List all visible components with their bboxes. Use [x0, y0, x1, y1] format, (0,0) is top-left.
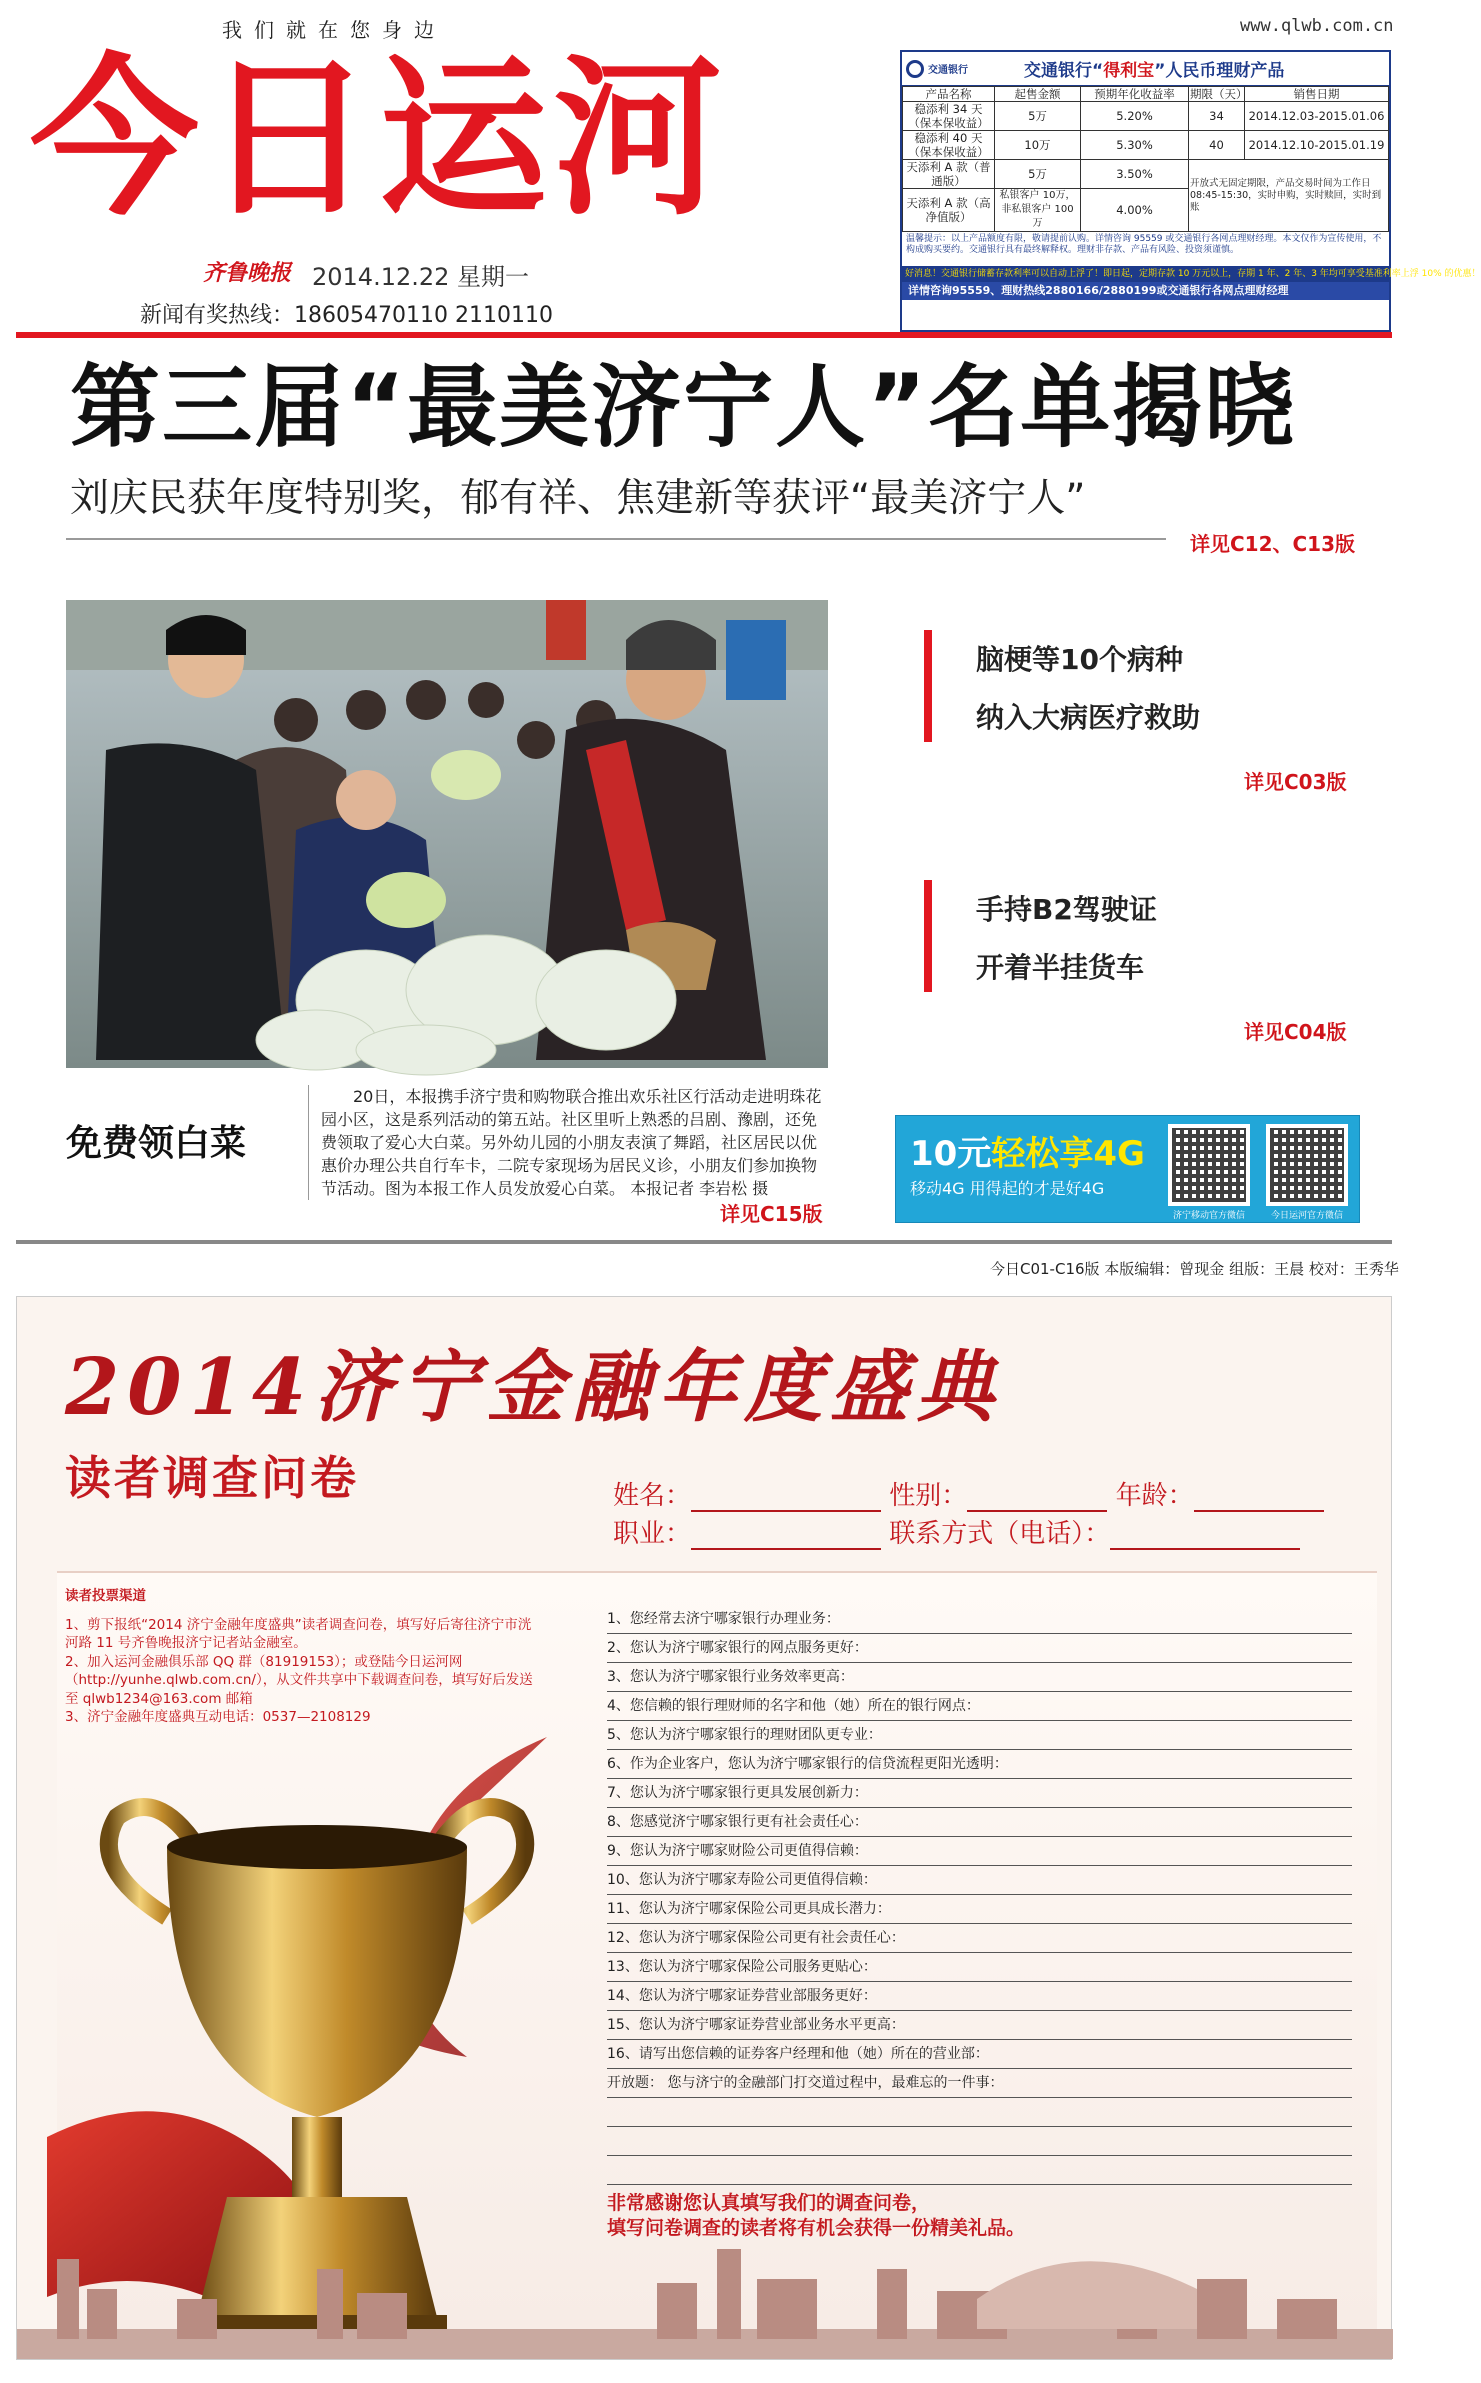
- bank-ad-note: 温馨提示：以上产品额度有限，敬请提前认购。详情咨询 95559 或交通银行各网点理财经理。本文仅作为宣传使用，不构成购买要约。交通银行具有最终解释权。理财非存款、产品有风险、投资须谨慎。: [906, 234, 1382, 255]
- bank-cell: 40: [1189, 131, 1245, 160]
- qr-label-paper: 今日运河官方微信: [1270, 1211, 1343, 1221]
- survey-question[interactable]: 5、您认为济宁哪家银行的理财团队更专业：: [607, 1721, 1352, 1750]
- city-skyline-illustration: [17, 2209, 1393, 2359]
- form-row-2: [613, 1513, 1300, 1550]
- mobile-ad-price: 10元: [910, 1134, 992, 1174]
- masthead-slogan: 我们就在您身边: [222, 18, 446, 42]
- bank-cell: 10万: [995, 131, 1081, 160]
- side-story-ref[interactable]: 详见C03版: [1244, 770, 1347, 794]
- survey-question-list: [607, 1605, 1352, 2185]
- survey-question[interactable]: 7、您认为济宁哪家银行更具发展创新力：: [607, 1779, 1352, 1808]
- bank-ad-news-strip: 好消息！交通银行储蓄存款利率可以自动上浮了！即日起，定期存款 10 万元以上，存期 1 年、2 年、3 年均可享受基准利率上浮 10% 的优惠！: [902, 266, 1389, 282]
- answer-line[interactable]: [607, 2098, 1352, 2127]
- bank-table-row: [903, 131, 1389, 160]
- side-story-marker: [924, 630, 932, 742]
- bank-cell: 3.50%: [1081, 160, 1189, 189]
- photo-page-ref[interactable]: 详见C15版: [720, 1202, 823, 1226]
- bank-col-term: 期限（天）: [1190, 87, 1248, 101]
- bank-col-date: 销售日期: [1245, 87, 1389, 102]
- bank-cell: 5.30%: [1081, 131, 1189, 160]
- bank-cell: 5.20%: [1081, 102, 1189, 131]
- news-hotline: 新闻有奖热线：18605470110 2110110: [140, 303, 553, 328]
- headline-rule: [66, 538, 1166, 540]
- survey-question[interactable]: 3、您认为济宁哪家银行业务效率更高：: [607, 1663, 1352, 1692]
- side-story-line2: 开着半挂货车: [976, 951, 1145, 984]
- bank-advertisement: [900, 50, 1481, 332]
- voting-channels-title: 读者投票渠道: [65, 1588, 146, 1604]
- mobile-ad-subtitle: 移动4G 用得起的才是好4G: [910, 1179, 1105, 1198]
- survey-question[interactable]: 1、您经常去济宁哪家银行办理业务：: [607, 1605, 1352, 1634]
- survey-question[interactable]: 9、您认为济宁哪家财险公司更值得信赖：: [607, 1837, 1352, 1866]
- survey-event-title: 2014济宁金融年度盛典: [65, 1342, 1003, 1433]
- newspaper-logo: 今日运河: [30, 36, 728, 239]
- bank-product-table: [902, 86, 1389, 232]
- survey-question[interactable]: 12、您认为济宁哪家保险公司更有社会责任心：: [607, 1924, 1352, 1953]
- qr-code-icon[interactable]: [1266, 1124, 1348, 1206]
- bank-ad-title: [1024, 56, 1284, 81]
- survey-question[interactable]: 10、您认为济宁哪家寿险公司更值得信赖：: [607, 1866, 1352, 1895]
- side-story-ref[interactable]: 详见C04版: [1244, 1020, 1347, 1044]
- photo-caption: 20日，本报携手济宁贵和购物联合推出欢乐社区行活动走进明珠花园小区，这是系列活动的第五站。社区里听上熟悉的吕剧、豫剧，还免费领取了爱心大白菜。另外幼儿园的小朋友表演了舞蹈，社区居民以优惠价办理公共自行车卡，二院专家现场为居民义诊，小朋友们参加换物节活动。图为本报工作人员发放爱心白菜。 本报记者 李岩松 摄: [308, 1085, 828, 1200]
- bank-cell: 5万: [995, 160, 1081, 189]
- survey-question[interactable]: 13、您认为济宁哪家保险公司服务更贴心：: [607, 1953, 1352, 1982]
- news-photo[interactable]: [66, 600, 828, 1068]
- mobile-4g-advertisement[interactable]: [895, 1115, 1360, 1223]
- survey-question[interactable]: 2、您认为济宁哪家银行的网点服务更好：: [607, 1634, 1352, 1663]
- job-field[interactable]: [691, 1526, 881, 1550]
- bank-table-row: [903, 160, 1389, 189]
- masthead-divider: [16, 332, 1392, 338]
- bank-cell: 稳添利 40 天（保本保收益）: [903, 131, 995, 160]
- website-url[interactable]: www.qlwb.com.cn: [1240, 16, 1394, 36]
- bank-cell: 5万: [995, 102, 1081, 131]
- gender-label: 性别：: [889, 1481, 968, 1511]
- voting-channel-3: 3、济宁金融年度盛典互动电话：0537—2108129: [65, 1709, 371, 1725]
- name-label: 姓名：: [613, 1481, 692, 1511]
- bank-cell: 2014.12.03-2015.01.06: [1245, 102, 1389, 131]
- side-story-1[interactable]: [924, 630, 1354, 794]
- voting-channel-1: 1、剪下报纸“2014 济宁金融年度盛典”读者调查问卷，填写好后寄往济宁市洸河路 11 号齐鲁晚报济宁记者站金融室。: [65, 1616, 532, 1651]
- bank-cell-open: 开放式无固定期限，产品交易时间为工作日 08:45-15:30，实时申购，实时赎回，实时到账: [1189, 160, 1389, 232]
- survey-question[interactable]: 4、您信赖的银行理财师的名字和他（她）所在的银行网点：: [607, 1692, 1352, 1721]
- bank-emblem-icon: [906, 60, 924, 78]
- survey-question[interactable]: 15、您认为济宁哪家证券营业部业务水平更高：: [607, 2011, 1352, 2040]
- issue-date: 2014.12.22 星期一: [312, 263, 530, 291]
- survey-title: 读者调查问卷: [65, 1451, 359, 1505]
- survey-question[interactable]: 6、作为企业客户，您认为济宁哪家银行的信贷流程更阳光透明：: [607, 1750, 1352, 1779]
- contact-label: 联系方式（电话）：: [889, 1519, 1111, 1549]
- form-row-1: [613, 1475, 1324, 1512]
- bank-title-suffix: ”人民币理财产品: [1154, 61, 1285, 81]
- main-subheadline: 刘庆民获年度特别奖，郁有祥、焦建新等获评“最美济宁人”: [70, 476, 1086, 521]
- bank-logo: [906, 56, 1016, 82]
- answer-line[interactable]: [607, 2156, 1352, 2185]
- contact-field[interactable]: [1110, 1526, 1300, 1550]
- side-story-line2: 纳入大病医疗救助: [976, 701, 1201, 734]
- bank-title-highlight: 得利宝: [1103, 61, 1155, 81]
- photo-story-title[interactable]: 免费领白菜: [66, 1123, 247, 1164]
- bank-title-prefix: 交通银行“: [1024, 61, 1104, 81]
- answer-line[interactable]: [607, 2127, 1352, 2156]
- name-field[interactable]: [691, 1488, 881, 1512]
- qr-code-icon[interactable]: [1168, 1124, 1250, 1206]
- bank-col-amount: 起售金额: [995, 87, 1081, 102]
- bank-cell: 稳添利 34 天（保本保收益）: [903, 102, 995, 131]
- age-label: 年龄：: [1115, 1481, 1194, 1511]
- parent-paper-logo: 齐鲁晚报: [203, 260, 292, 286]
- mobile-ad-slogan: 轻松享4G: [991, 1134, 1145, 1174]
- bank-ad-contact: 详情咨询95559、理财热线2880166/2880199或交通银行各网点理财经理: [902, 282, 1389, 300]
- bank-cell: 天添利 A 款（高净值版）: [903, 189, 995, 232]
- bank-table-row: [903, 102, 1389, 131]
- survey-open-question[interactable]: 开放题： 您与济宁的金融部门打交道过程中，最难忘的一件事：: [607, 2069, 1352, 2098]
- voting-channels: [65, 1587, 535, 1727]
- side-story-marker: [924, 880, 932, 992]
- survey-thanks-line1: 非常感谢您认真填写我们的调查问卷，: [607, 2192, 931, 2214]
- bank-table-header: [903, 87, 1389, 102]
- photo-cabbage-distribution: [66, 600, 828, 1068]
- bank-col-name: 产品名称: [903, 87, 995, 102]
- qr-label-mobile: 济宁移动官方微信: [1172, 1211, 1245, 1221]
- editor-credits: 今日C01-C16版 本版编辑：曾现金 组版：王晨 校对：王秀华: [990, 1260, 1399, 1278]
- survey-question[interactable]: 16、请写出您信赖的证券客户经理和他（她）所在的营业部：: [607, 2040, 1352, 2069]
- main-headline[interactable]: 第三届“最美济宁人”名单揭晓: [70, 355, 1297, 460]
- mobile-ad-headline: [910, 1126, 1145, 1175]
- voting-channel-2: 2、加入运河金融俱乐部 QQ 群（81919153）；或登陆今日运河网（http://yunhe.qlwb.com.cn/），从文件共享中下载调查问卷，填写好后发送至 qlwb1234@163.com 邮箱: [65, 1653, 533, 1707]
- gender-field[interactable]: [967, 1488, 1107, 1512]
- survey-question[interactable]: 11、您认为济宁哪家保险公司更具成长潜力：: [607, 1895, 1352, 1924]
- bank-cell: 4.00%: [1081, 189, 1189, 232]
- survey-question[interactable]: 8、您感觉济宁哪家银行更有社会责任心：: [607, 1808, 1352, 1837]
- survey-thanks-line2: 填写问卷调查的读者将有机会获得一份精美礼品。: [607, 2217, 1026, 2239]
- bank-cell: 34: [1189, 102, 1245, 131]
- side-story-line1: 手持B2驾驶证: [976, 893, 1157, 926]
- job-label: 职业：: [613, 1519, 692, 1549]
- survey-question[interactable]: 14、您认为济宁哪家证券营业部服务更好：: [607, 1982, 1352, 2011]
- bank-cell: 私银客户 10万，非私银客户 100 万: [995, 189, 1081, 232]
- side-story-2[interactable]: [924, 880, 1354, 1044]
- bank-logo-text: 交通银行: [928, 65, 968, 76]
- bank-cell: 2014.12.10-2015.01.19: [1245, 131, 1389, 160]
- age-field[interactable]: [1194, 1488, 1324, 1512]
- bank-cell: 天添利 A 款（普通版）: [903, 160, 995, 189]
- section-divider: [16, 1240, 1392, 1244]
- side-story-line1: 脑梗等10个病种: [976, 643, 1183, 676]
- headline-page-ref[interactable]: 详见C12、C13版: [1190, 532, 1356, 556]
- finance-survey-advertisement: [16, 1296, 1392, 2360]
- bank-col-yield: 预期年化收益率: [1081, 87, 1189, 102]
